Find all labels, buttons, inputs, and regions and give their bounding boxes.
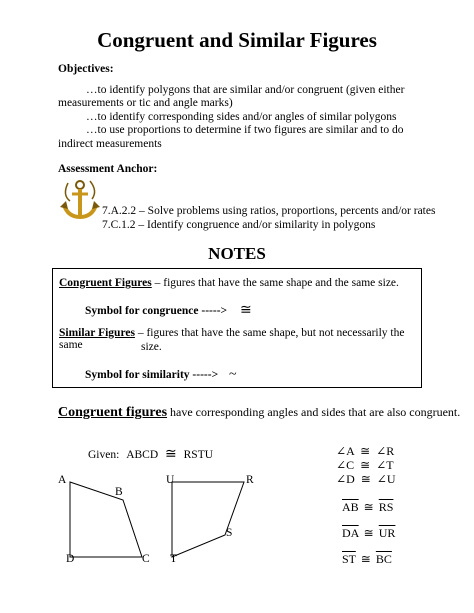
side-statement: $\overline{AB}$ ≅ $\overline{RS}$ bbox=[342, 500, 394, 514]
vertex-label: R bbox=[246, 474, 254, 486]
standard-item: 7.A.2.2 – Solve problems using ratios, proportions, percents and/or rates bbox=[102, 205, 436, 217]
angle-statement: ∠C ≅ ∠T bbox=[336, 458, 394, 472]
side-statement: $\overline{ST}$ ≅ $\overline{BC}$ bbox=[342, 552, 392, 566]
side-statement: $\overline{DA}$ ≅ $\overline{UR}$ bbox=[342, 526, 396, 540]
vertex-label: C bbox=[142, 553, 150, 565]
angle-statement: ∠A ≅ ∠R bbox=[336, 444, 395, 458]
similar-term: Similar Figures bbox=[59, 327, 135, 339]
quadrilateral-rstu bbox=[172, 482, 244, 557]
objective-item: …to identify corresponding sides and/or angles of similar polygons bbox=[86, 110, 397, 123]
objectives-heading: Objectives: bbox=[58, 63, 114, 75]
congruence-symbol: ≅ bbox=[239, 303, 252, 318]
notes-heading: NOTES bbox=[208, 244, 266, 263]
congruent-definition: Congruent Figures – figures that have the same shape and the same size. bbox=[59, 277, 399, 289]
vertex-label: S bbox=[226, 527, 233, 539]
congruent-figures-term: Congruent figures bbox=[58, 405, 168, 420]
angle-statement: ∠D ≅ ∠U bbox=[336, 472, 396, 486]
vertex-label: T bbox=[170, 553, 178, 565]
vertex-label: U bbox=[166, 474, 175, 486]
objective-item: …to use proportions to determine if two figures are similar and to do bbox=[86, 124, 404, 137]
similar-definition: Similar Figures – figures that have the same shape, but not necessarily the same bbox=[59, 327, 405, 351]
vertex-label: B bbox=[115, 486, 123, 498]
congruent-term: Congruent Figures bbox=[59, 277, 152, 289]
objective-item: measurements or tic and angle marks) bbox=[58, 97, 233, 110]
similarity-symbol-row: Symbol for similarity -----> ~ bbox=[85, 367, 237, 382]
objective-item: indirect measurements bbox=[58, 137, 162, 150]
similar-definition-cont: size. bbox=[141, 341, 162, 353]
assessment-heading: Assessment Anchor: bbox=[58, 163, 158, 175]
objective-item: …to identify polygons that are similar and/or congruent (given either bbox=[86, 84, 405, 96]
given-statement: Given: ABCD ≅ RSTU bbox=[88, 447, 214, 462]
page-title: Congruent and Similar Figures bbox=[97, 28, 377, 52]
congruence-symbol-row: Symbol for congruence -----> ≅ bbox=[85, 303, 252, 318]
congruent-figures-statement: Congruent figures have corresponding angles and sides that are also congruent. bbox=[58, 405, 461, 420]
standard-item: 7.C.1.2 – Identify congruence and/or similarity in polygons bbox=[102, 219, 376, 231]
vertex-label: D bbox=[66, 553, 75, 565]
quadrilateral-abcd bbox=[70, 482, 142, 557]
vertex-label: A bbox=[58, 474, 67, 486]
similarity-symbol: ~ bbox=[229, 367, 237, 382]
